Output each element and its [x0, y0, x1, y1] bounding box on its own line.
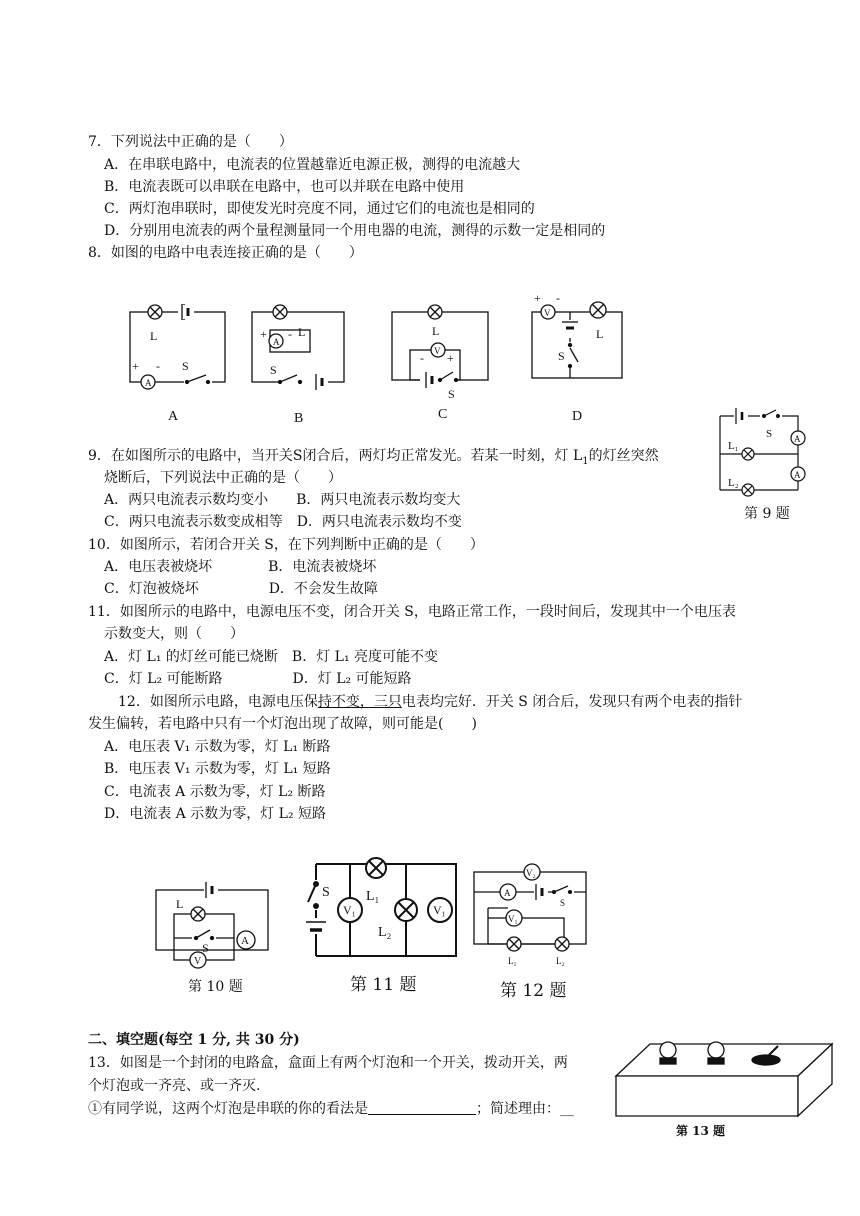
q7-stem: 7．下列说法中正确的是（ ）: [88, 134, 293, 150]
svg-text:V₁: V₁: [508, 914, 518, 924]
q7-option-d: D．分别用电流表的两个量程测量同一个用电器的电流，测得的示数一定是相同的: [104, 223, 606, 239]
q11-options-ab: A．灯 L₁ 的灯丝可能已烧断 B．灯 L₁ 亮度可能不变: [104, 649, 439, 665]
q13-circuit-box: [606, 1036, 838, 1118]
svg-text:A: A: [273, 337, 280, 347]
svg-text:V₁: V₁: [433, 903, 446, 917]
svg-text:+: +: [132, 359, 139, 373]
svg-text:S: S: [270, 363, 277, 377]
q11-stem-line2: 示数变大，则（ ）: [104, 626, 244, 642]
q7-option-a: A．在串联电路中，电流表的位置越靠近电源正极，测得的电流越大: [104, 157, 521, 173]
q13-caption: 第 13 题: [676, 1124, 726, 1138]
svg-text:A: A: [504, 888, 511, 898]
q13-answer-blank[interactable]: [368, 1100, 476, 1115]
q12-option-b: B．电压表 V₁ 示数为零，灯 L₁ 短路: [104, 761, 331, 777]
q12-option-c: C．电流表 A 示数为零，灯 L₂ 断路: [104, 784, 326, 800]
q10-circuit: [150, 880, 274, 972]
q10-stem: 10．如图所示，若闭合开关 S，在下列判断中正确的是（ ）: [88, 537, 484, 553]
q11-caption: 第 11 题: [350, 975, 417, 995]
svg-text:L₁: L₁: [366, 889, 380, 904]
svg-text:S: S: [560, 898, 566, 908]
svg-text:V: V: [194, 956, 202, 967]
svg-text:+: +: [260, 327, 267, 341]
q7-option-b: B．电流表既可以串联在电路中，也可以并联在电路中使用: [104, 179, 465, 195]
svg-text:S: S: [448, 387, 455, 401]
svg-text:V: V: [544, 308, 551, 318]
q9-options-ab: A．两只电流表示数均变小 B．两只电流表示数均变大: [104, 492, 461, 508]
q13-stem-line1: 13．如图是一个封闭的电路盒，盒面上有两个灯泡和一个开关，拨动开关，两: [88, 1055, 568, 1071]
svg-text:L₁: L₁: [728, 440, 739, 452]
svg-text:L₂: L₂: [378, 925, 392, 940]
svg-text:S: S: [182, 359, 189, 373]
svg-text:L: L: [150, 329, 158, 343]
q12-stem-line1: 12．如图所示电路，电源电压保持不变，三只电表均完好．开关 S 闭合后，发现只有两个电表的指针: [118, 694, 743, 710]
q9-stem-line2: 烧断后，下列说法中正确的是（ ）: [104, 470, 342, 486]
q9-caption: 第 9 题: [744, 506, 790, 522]
svg-text:V: V: [434, 346, 441, 356]
q8-label-a: A: [168, 409, 179, 424]
q9-stem-line1: 9．在如图所示的电路中，当开关S闭合后，两灯均正常发光。若某一时刻，灯 $L_1$的灯丝突然: [88, 448, 659, 467]
svg-text:+: +: [534, 291, 541, 305]
svg-text:L: L: [298, 325, 306, 339]
svg-text:L: L: [176, 897, 184, 911]
q11-options-cd: C．灯 L₂ 可能断路 D．灯 L₂ 可能短路: [104, 671, 412, 687]
svg-text:L₂: L₂: [556, 956, 565, 966]
q8-label-c: C: [438, 407, 448, 422]
q12-option-d: D．电流表 A 示数为零，灯 L₂ 短路: [104, 806, 327, 822]
q10-caption: 第 10 题: [188, 979, 243, 995]
q8-circuits: [120, 290, 640, 425]
q13-stem-line2: 个灯泡或一齐亮、或一齐灭.: [88, 1078, 261, 1094]
svg-text:L₂: L₂: [728, 477, 739, 489]
section-2-title: 二、填空题(每空 1 分, 共 30 分): [88, 1032, 300, 1048]
q8-label-d: D: [572, 409, 583, 424]
svg-text:L₁: L₁: [508, 956, 517, 966]
q12-stem-line2: 发生偏转，若电路中只有一个灯泡出现了故障，则可能是( ): [88, 716, 477, 732]
q12-option-a: A．电压表 V₁ 示数为零，灯 L₁ 断路: [104, 739, 331, 755]
q9-options-cd: C．两只电流表示数变成相等 D．两只电流表示数均不变: [104, 514, 462, 530]
svg-text:+: +: [447, 351, 454, 365]
q13-sub1: ①有同学说，这两个灯泡是串联的你的看法是 ；简述理由：__: [88, 1101, 574, 1117]
q8-label-b: B: [294, 411, 304, 425]
q11-stem-line1: 11．如图所示的电路中，电源电压不变，闭合开关 S，电路正常工作，一段时间后，发现其中一个电压表: [88, 604, 736, 620]
svg-text:S: S: [558, 349, 565, 363]
svg-text:S: S: [202, 941, 209, 955]
q9-circuit: [712, 404, 820, 500]
svg-text:V₁: V₁: [343, 903, 356, 917]
q10-options-cd: C．灯泡被烧坏 D．不会发生故障: [104, 581, 378, 597]
q7-option-c: C．两灯泡串联时，即使发光时亮度不同，通过它们的电流也是相同的: [104, 201, 535, 217]
svg-text:-: -: [556, 291, 560, 305]
q11-circuit: [294, 856, 464, 968]
q10-options-ab: A．电压表被烧坏 B．电流表被烧坏: [104, 559, 377, 575]
svg-text:-: -: [420, 351, 424, 365]
q8-stem: 8．如图的电路中电表连接正确的是（ ）: [88, 245, 363, 261]
svg-text:A: A: [241, 935, 249, 947]
svg-text:-: -: [156, 359, 160, 373]
q12-caption: 第 12 题: [500, 981, 567, 1001]
svg-text:L: L: [596, 327, 604, 341]
q12-circuit: [468, 862, 592, 968]
svg-text:V₂: V₂: [526, 868, 536, 878]
svg-text:S: S: [766, 428, 773, 440]
svg-text:S: S: [322, 885, 330, 900]
svg-text:A: A: [145, 378, 152, 388]
svg-text:A: A: [794, 470, 801, 480]
svg-text:L: L: [432, 324, 440, 338]
svg-text:-: -: [288, 327, 292, 341]
svg-text:A: A: [794, 434, 801, 444]
